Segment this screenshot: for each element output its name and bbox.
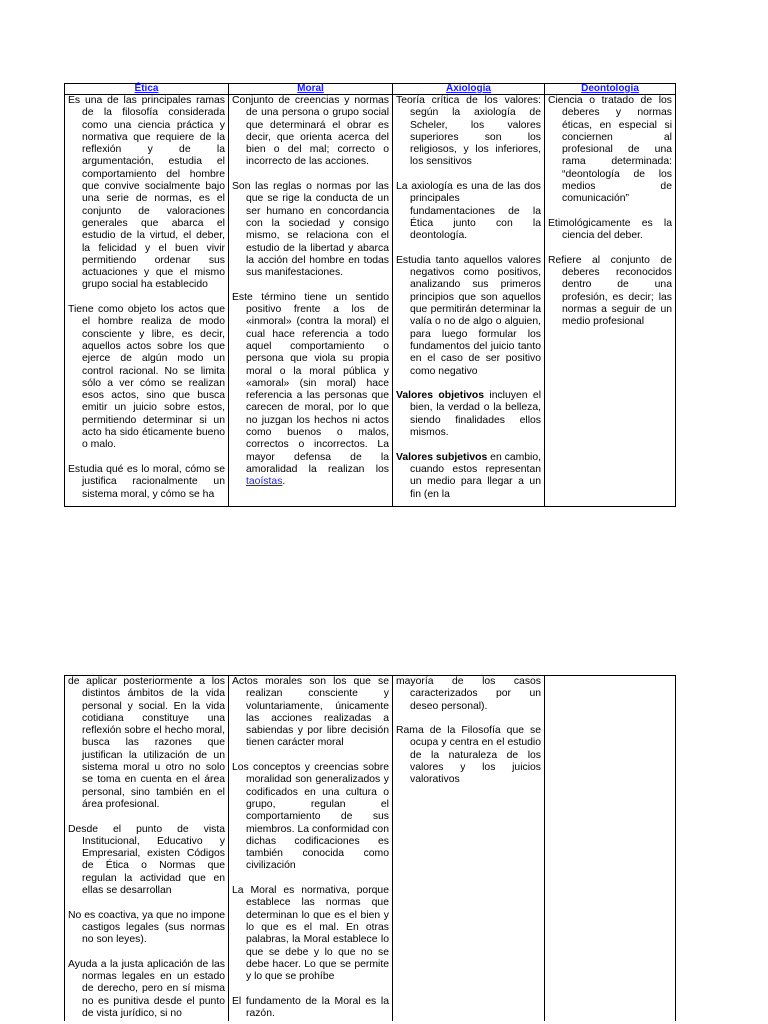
- etica-paragraph: Tiene como objeto los actos que el hombre realiza de modo consciente y libre, es decir, aquellos actos sobre los que ejerce de algún modo un control racional. No se limita sólo a ver cómo se realizan esos actos, sino que busca emitir un juicio sobre estos, permitiendo determinar si un acto ha sido éticamente bueno o malo.: [68, 304, 225, 451]
- cell-moral-cont: [229, 676, 393, 1022]
- header-etica[interactable]: Ética: [65, 84, 229, 95]
- etica-paragraph: No es coactiva, ya que no impone castigos legales (sus normas no son leyes).: [68, 909, 225, 946]
- etica-paragraph: Estudia qué es lo moral, cómo se justifica racionalmente un sistema moral, y cómo se ha: [68, 463, 225, 500]
- axiologia-paragraph: Estudia tanto aquellos valores negativos como positivos, analizando sus primeros principios que son aquellos que permitirán determinar la valía o no de algo o alguien, para luego formular los fundamentos del juicio tanto en el caso de ser positivo como negativo: [396, 254, 541, 377]
- deontologia-paragraph: Refiere al conjunto de deberes reconocidos dentro de una profesión, es decir; las normas a seguir de un medio profesional: [548, 254, 672, 328]
- valores-subjetivos-paragraph: [396, 452, 541, 501]
- moral-paragraph: La Moral es normativa, porque establece las normas que determinan lo que es el bien y lo que es el mal. En otras palabras, la Moral establece lo que se debe y lo que no se debe hacer. Lo que se permite y lo que se prohíbe: [232, 885, 389, 983]
- content-row: [65, 95, 676, 507]
- cell-moral: [229, 95, 393, 507]
- valores-objetivos-text: incluyen el bien, la verdad o la belleza, siendo finalidades ellos mismos.: [410, 390, 541, 439]
- axiologia-paragraph: Rama de la Filosofía que se ocupa y centra en el estudio de la naturaleza de los valores y los juicios valorativos: [396, 725, 541, 786]
- axiologia-paragraph: mayoría de los casos caracterizados por un deseo personal).: [396, 676, 541, 712]
- comparison-table-bottom: [64, 675, 676, 1021]
- etica-paragraph: Es una de las principales ramas de la filosofía considerada como una ciencia práctica y normativa que requiere de la reflexión y de la argumentación, estudia el comportamiento del hombre que convive socialmente bajo una serie de normas, es el conjunto de valoraciones generales que abarca el estudio de la virtud, el deber, la felicidad y el buen vivir permitiendo ordenar sus actuaciones y que el mismo grupo social ha establecido: [68, 95, 225, 291]
- etica-paragraph: de aplicar posteriormente a los distintos ámbitos de la vida personal y social. En la vida cotidiana constituye una reflexión sobre el hecho moral, busca las razones que justifican la utilización de un sistema moral u otro no solo se toma en cuenta en el área personal, sino también en el área profesional.: [68, 676, 225, 810]
- deontologia-paragraph: Etimológicamente es la ciencia del deber.: [548, 217, 672, 242]
- cell-etica: [65, 95, 229, 507]
- moral-paragraph: Actos morales son los que se realizan consciente y voluntariamente, únicamente las acciones realizadas a sabiendas y por libre decisión tienen carácter moral: [232, 676, 389, 749]
- axiologia-paragraph: La axiología es una de las dos principales fundamentaciones de la Ética junto con la deontología.: [396, 181, 541, 242]
- moral-paragraph: Son las reglas o normas por las que se rige la conducta de un ser humano en concordancia con la sociedad y consigo mismo, se relaciona con el estudio de la libertad y abarca la acción del hombre en todas sus manifestaciones.: [232, 181, 389, 279]
- header-moral[interactable]: Moral: [229, 84, 393, 95]
- moral-paragraph-end: .: [282, 476, 286, 488]
- etica-paragraph: Ayuda a la justa aplicación de las normas legales en un estado de derecho, pero en sí misma no es punitiva desde el punto de vista jurídico, si no: [68, 958, 225, 1020]
- axiologia-paragraph: Teoría crítica de los valores: según la axiología de Scheler, los valores superiores son los religiosos, y los inferiores, los sensitivos: [396, 95, 541, 168]
- valores-subjetivos-label: Valores subjetivos: [396, 451, 488, 463]
- valores-subjetivos-text: en cambio, cuando estos representan un medio para llegar a un fin (en la: [410, 451, 542, 500]
- etica-paragraph: Desde el punto de vista Institucional, Educativo y Empresarial, existen Códigos de Ética o Normas que regulan la actividad que en ellas se desarrollan: [68, 823, 225, 897]
- moral-paragraph-text: Este término tiene un sentido positivo frente a los de «inmoral» (contra la moral) el cual hace referencia a todo aquel comportamiento o persona que viola su propia moral o la moral pública y «amoral» (sin moral) hace referencia a las personas que carecen de moral, por lo que no juzgan los hechos ni actos como buenos o malos, correctos o incorrectos. La mayor defensa de la amoralidad la realizan los: [232, 291, 389, 475]
- comparison-table-top: [64, 83, 676, 507]
- taoistas-link[interactable]: taoístas: [246, 476, 283, 488]
- header-row: [65, 84, 676, 95]
- moral-paragraph: Conjunto de creencias y normas de una persona o grupo social que determinará el obrar es decir, que orienta acerca del bien o del mal; correcto o incorrecto de las acciones.: [232, 95, 389, 168]
- valores-objetivos-label: Valores objetivos: [396, 390, 484, 402]
- header-axiologia[interactable]: Axiología: [393, 84, 545, 95]
- cell-axiologia-cont: [393, 676, 545, 1022]
- cell-axiologia: [393, 95, 545, 507]
- cell-deontologia-cont: [545, 676, 676, 1022]
- moral-paragraph: Los conceptos y creencias sobre moralidad son generalizados y codificados en una cultura o grupo, regulan el comportamiento de sus miembros. La conformidad con dichas codificaciones es también conocida como civilización: [232, 762, 389, 872]
- cell-etica-cont: [65, 676, 229, 1022]
- deontologia-paragraph: Ciencia o tratado de los deberes y normas éticas, en especial si conciernen al profesional de una rama determinada: “deontología de los medios de comunicación”: [548, 95, 672, 205]
- content-row: [65, 676, 676, 1022]
- moral-paragraph-amoral: [232, 292, 389, 489]
- cell-deontologia: [545, 95, 676, 507]
- moral-paragraph: El fundamento de la Moral es la razón.: [232, 995, 389, 1020]
- header-deontologia[interactable]: Deontología: [545, 84, 676, 95]
- valores-objetivos-paragraph: [396, 390, 541, 439]
